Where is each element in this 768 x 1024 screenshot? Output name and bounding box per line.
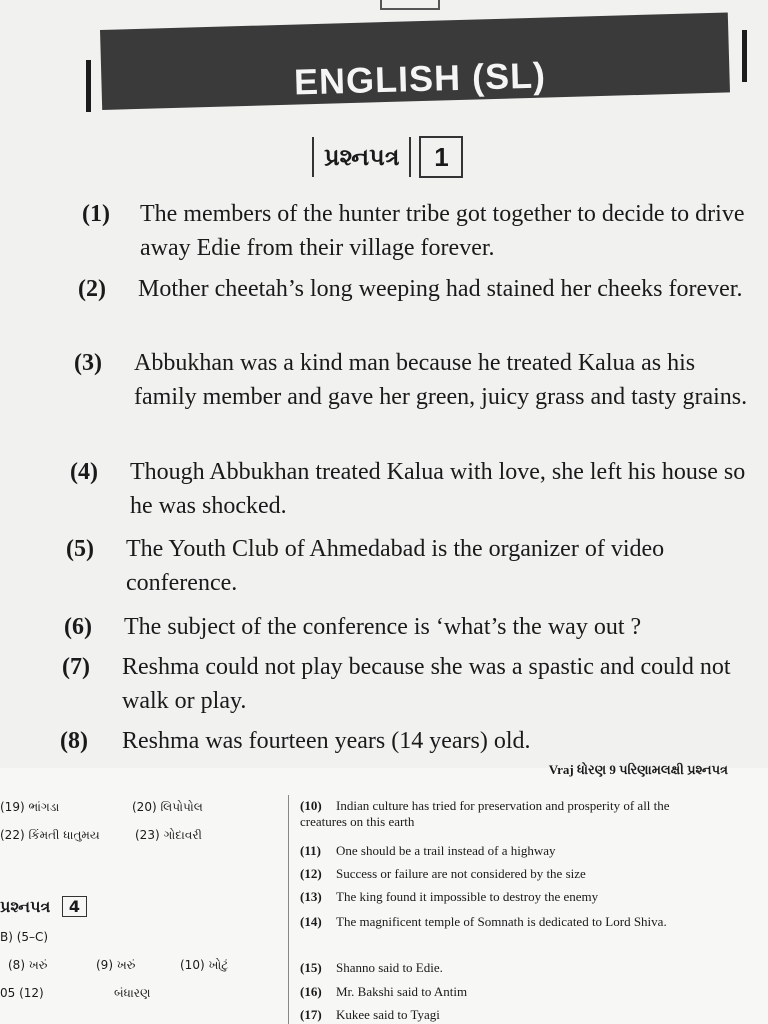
- left-row: [0, 828, 202, 843]
- left-paper-number: 4: [62, 896, 87, 917]
- left-item: (20) લિપોપોલ: [132, 800, 203, 814]
- right-item: [300, 843, 710, 859]
- answer-number: (5): [66, 536, 94, 562]
- answer-text: The subject of the conference is ‘what’s the way out ?: [124, 614, 642, 640]
- answer-text: The members of the hunter tribe got together to decide to drive away Edie from their village forever.: [140, 201, 745, 261]
- left-item: (10) ખોટું: [180, 958, 229, 972]
- right-item-number: (12): [300, 866, 322, 881]
- right-item: [300, 866, 710, 882]
- right-item: [300, 889, 710, 905]
- answer-number: (6): [64, 614, 92, 640]
- section-title: ENGLISH (SL): [293, 54, 547, 103]
- column-divider: [288, 795, 289, 1024]
- right-item-number: (16): [300, 984, 322, 999]
- answer-number: (7): [62, 654, 90, 680]
- answer-number: (4): [70, 459, 98, 485]
- left-item: 05 (12): [0, 986, 44, 1000]
- right-item-text: The magnificent temple of Somnath is dedicated to Lord Shiva.: [336, 914, 667, 929]
- right-item-number: (10): [300, 798, 322, 813]
- right-item-number: (15): [300, 960, 322, 975]
- answer-number: (2): [78, 276, 106, 302]
- answer-number: (8): [60, 728, 88, 754]
- right-item: [300, 960, 710, 976]
- right-item-text: Kukee said to Tyagi: [336, 1007, 440, 1022]
- right-item-text: Shanno said to Edie.: [336, 960, 443, 975]
- paper-label: પ્રશ્નપત્ર: [312, 137, 411, 177]
- answer-number: (1): [82, 201, 110, 227]
- left-paper-heading: [0, 896, 87, 917]
- left-row: B) (5–C): [0, 930, 49, 944]
- right-item-number: (17): [300, 1007, 322, 1022]
- left-row: [0, 986, 151, 1000]
- right-item: [300, 1007, 710, 1023]
- right-item-number: (13): [300, 889, 322, 904]
- left-item: (8) ખરું: [8, 958, 48, 972]
- right-item-number: (11): [300, 843, 321, 858]
- answer-text: Though Abbukhan treated Kalua with love, she left his house so he was shocked.: [130, 459, 746, 519]
- left-item: (9) ખરું: [96, 958, 136, 972]
- right-item: [300, 798, 710, 830]
- left-row: [0, 800, 203, 815]
- right-item-text: One should be a trail instead of a highway: [336, 843, 556, 858]
- left-row: [8, 958, 229, 973]
- right-item-text: Mr. Bakshi said to Antim: [336, 984, 468, 999]
- right-item-text: The king found it impossible to destroy the enemy: [336, 889, 599, 904]
- left-paper-label: પ્રશ્નપત્ર: [0, 897, 51, 916]
- left-item: (19) ભાંગડા: [0, 800, 60, 814]
- page-header: Vraj ધોરણ 9 પરિણામલક્ષી પ્રશ્નપત્ર: [548, 762, 728, 777]
- answer-text: Reshma could not play because she was a spastic and could not walk or play.: [122, 654, 731, 714]
- answer-text: Abbukhan was a kind man because he treated Kalua as his family member and gave her green, juicy grass and tasty grains.: [134, 350, 748, 410]
- right-item-text: Indian culture has tried for preservation and prosperity of all the creatures on this earth: [300, 798, 670, 829]
- answer-text: Mother cheetah’s long weeping had stained her cheeks forever.: [138, 276, 743, 302]
- right-item-number: (14): [300, 914, 322, 929]
- right-item: [300, 914, 710, 930]
- paper-number: 1: [419, 136, 463, 178]
- answer-text: Reshma was fourteen years (14 years) old.: [122, 728, 531, 754]
- left-item: (23) ગોદાવરી: [135, 828, 202, 842]
- right-item: [300, 984, 710, 1000]
- left-item: (22) કિંમતી ધાતુમય: [0, 828, 100, 842]
- answer-number: (3): [74, 350, 102, 376]
- left-item: બંધારણ: [114, 986, 151, 1000]
- answer-text: The Youth Club of Ahmedabad is the organizer of video conference.: [126, 536, 665, 596]
- right-item-text: Success or failure are not considered by the size: [336, 866, 586, 881]
